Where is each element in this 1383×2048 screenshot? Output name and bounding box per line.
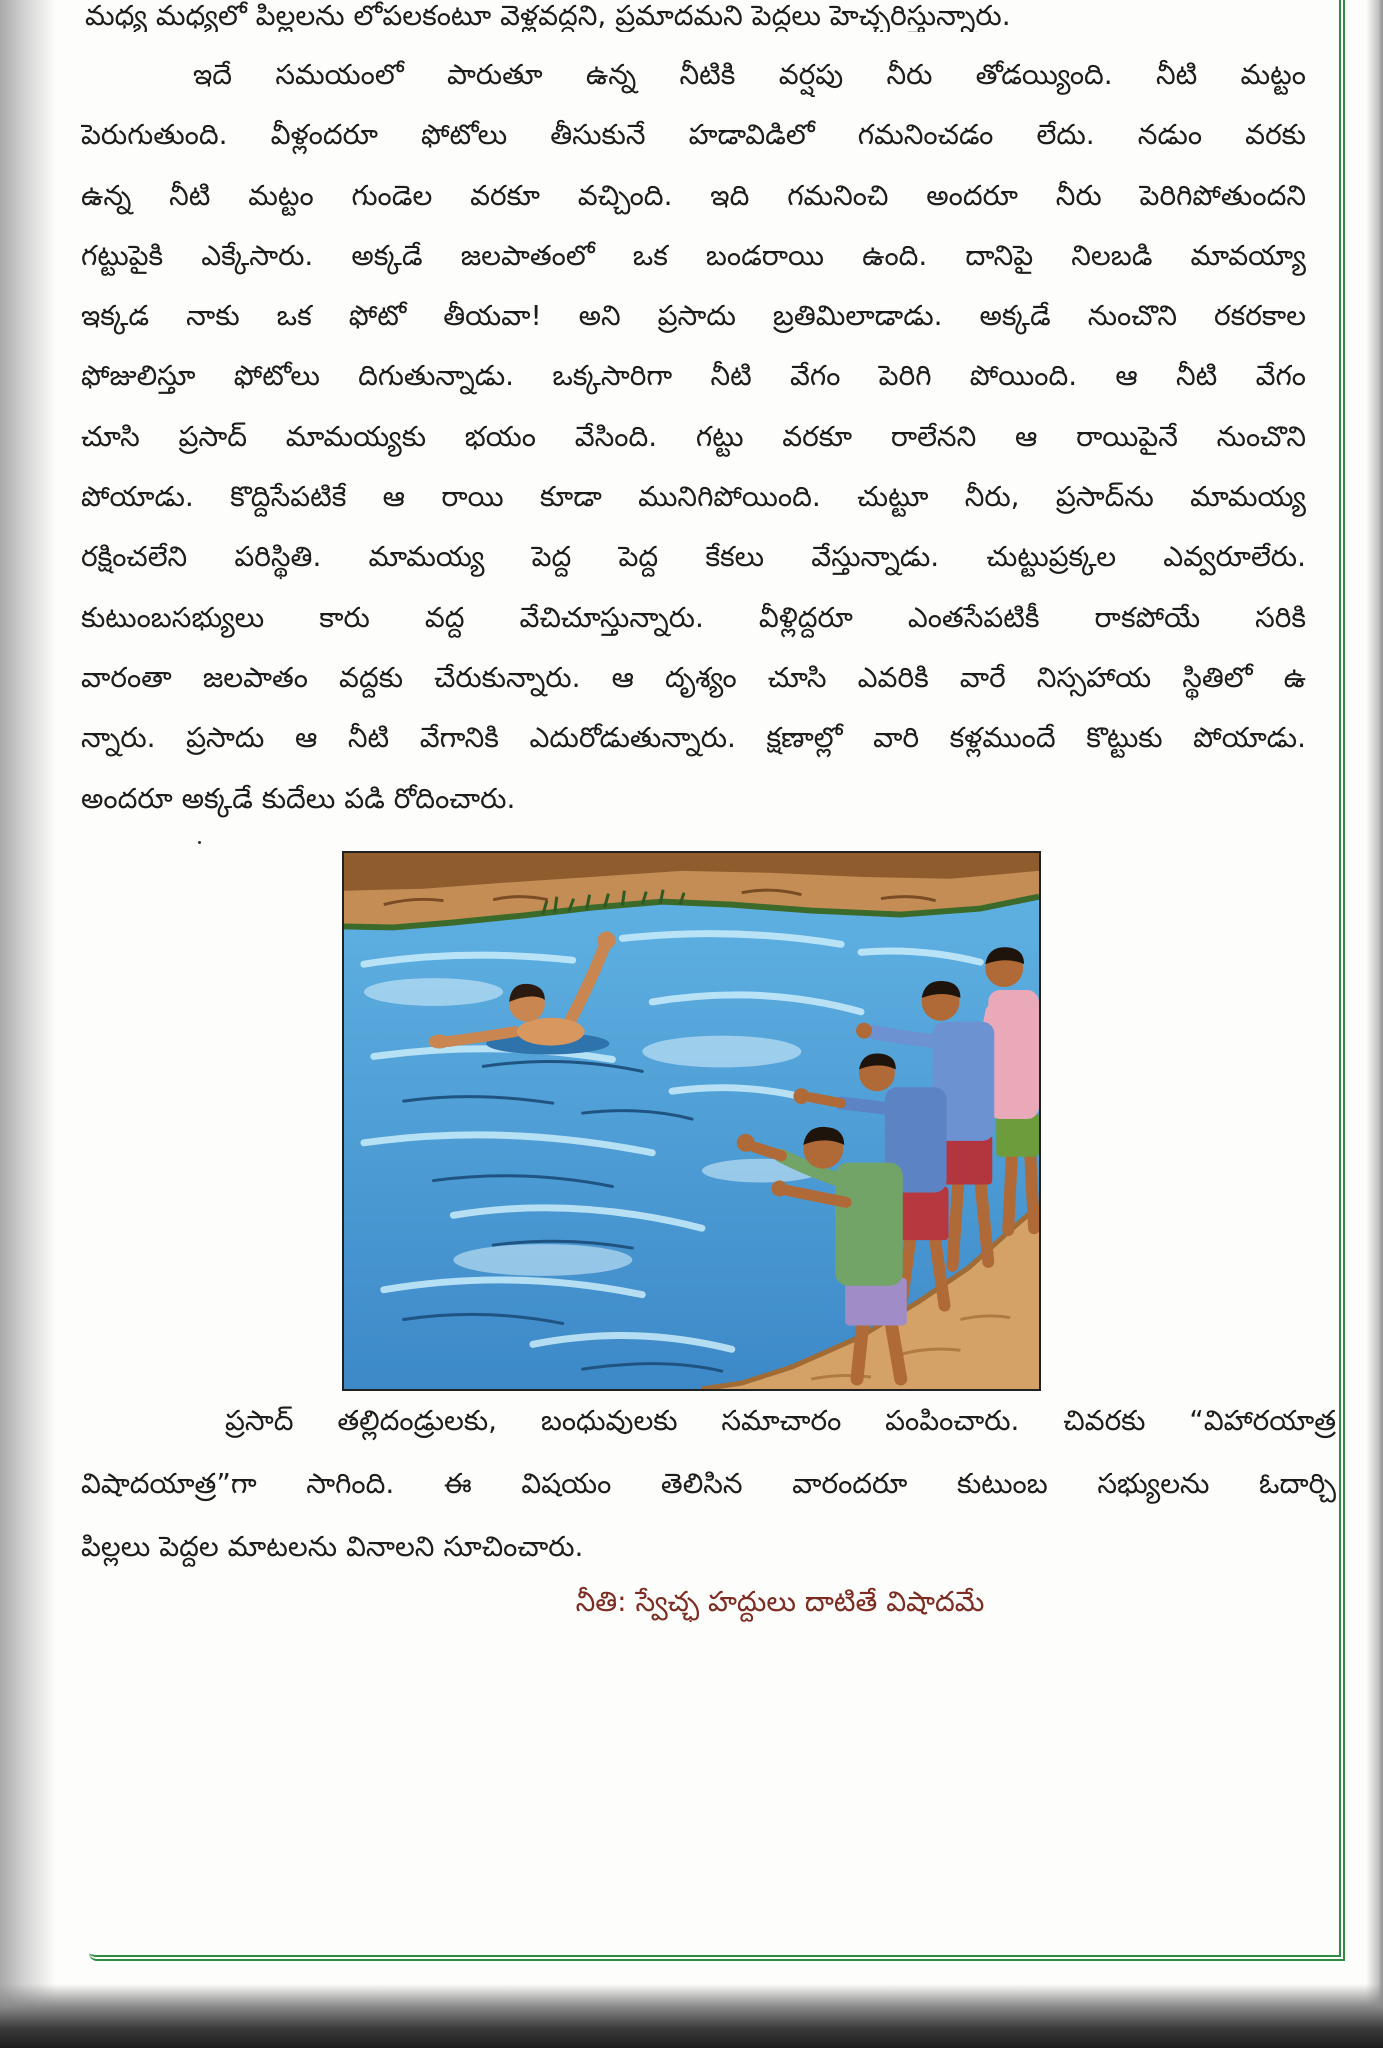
text-line: మధ్య మధ్యలో పిల్లలను లోపలకంటూ వెళ్లవద్దని, ప్రమాదమని పెద్దలు హెచ్చరిస్తున్నారు. (85, 0, 1011, 32)
child-shorts (941, 1135, 993, 1185)
text-line: ప్రసాద్ తల్లిదండ్రులకు, బంధువులకు సమాచారం పంపించారు. చివరకు “విహారయాత్ర (225, 1404, 1336, 1437)
text-line: అందరూ అక్కడే కుదేలు పడి రోదించారు. (81, 781, 516, 815)
scanner-bottom-shadow (0, 1984, 1383, 2048)
text-line: విషాదయాత్ర”గా సాగింది. ఈ విషయం తెలిసిన వారందరూ కుటుంబ సభ్యులను ఓదార్చి (81, 1467, 1336, 1500)
water-light-patch (453, 1244, 632, 1276)
text-line: ఉన్న నీటి మట్టం గుండెల వరకూ వచ్చింది. ఇది గమనించి అందరూ నీరు పెరిగిపోతుందని (81, 178, 1306, 212)
text-line: పెరుగుతుంది. వీళ్లందరూ ఫోటోలు తీసుకునే హడావిడిలో గమనించడం లేదు. నడుం వరకు (81, 118, 1306, 152)
text-line: రక్షించలేని పరిస్థితి. మామయ్య పెద్ద పెద్ద కేకలు వేస్తున్నాడు. చుట్టుప్రక్కల ఎవ్వరూలేరు. (81, 540, 1306, 574)
text-line: చూసి ప్రసాద్ మామయ్యకు భయం వేసింది. గట్టు వరకూ రాలేనని ఆ రాయిపైనే నుంచొని (81, 419, 1306, 453)
text-line: కుటుంబసభ్యులు కారు వద్ద వేచిచూస్తున్నారు. వీళ్లిద్దరూ ఎంతసేపటికీ రాకపోయే సరికి (81, 600, 1306, 634)
child-hand (856, 1023, 872, 1039)
child-forearm (809, 1097, 841, 1103)
text-line: పోయాడు. కొద్దిసేపటికే ఆ రాయి కూడా మునిగిపోయింది. చుట్టూ నీరు, ప్రసాద్‌ను మామయ్య (81, 480, 1306, 514)
child-arm (841, 1103, 891, 1109)
paragraph-2 (81, 45, 1306, 829)
water-light-patch (642, 1036, 801, 1068)
child-hand (772, 1181, 788, 1197)
scan-speck (198, 841, 201, 844)
right-edge-shadow (1366, 0, 1383, 2048)
moral-line: నీతి: స్వేచ్ఛ హద్దులు దాటితే విషాదమే (575, 1585, 985, 1618)
text-line: గట్టుపైకి ఎక్కేసారు. అక్కడే జలపాతంలో ఒక బండరాయి ఉంది. దానిపై నిలబడి మావయ్యా (81, 238, 1306, 272)
text-line: న్నారు. ప్రసాదు ఆ నీటి వేగానికి ఎదురోడుతున్నారు. క్షణాల్లో వారి కళ్లముందే కొట్టుకు పోయాడు. (81, 721, 1306, 755)
boy-shoulders (517, 1018, 585, 1046)
text-line: ఫోజులిస్తూ ఫోటోలు దిగుతున్నాడు. ఒక్కసారిగా నీటి వేగం పెరిగి పోయింది. ఆ నీటి వేగం (81, 359, 1306, 393)
boy-raised-hand (598, 931, 616, 949)
story-illustration (342, 851, 1041, 1391)
text-line: ఇదే సమయంలో పారుతూ ఉన్న నీటికి వర్షపు నీరు తోడయ్యింది. నీటి మట్టం (193, 58, 1306, 91)
text-line: ఇక్కడ నాకు ఒక ఫోటో తీయవా! అని ప్రసాదు బ్రతిమిలాడాడు. అక్కడే నుంచొని రకరకాల (81, 299, 1306, 333)
child-hand (737, 1134, 755, 1152)
top-line-block (85, 0, 1306, 32)
binding-shadow (0, 0, 56, 2048)
child-hand (793, 1088, 809, 1104)
river-scene (344, 853, 1039, 1389)
boy-outstretched-hand (429, 1035, 451, 1049)
water-light-patch (364, 978, 503, 1006)
child-shorts (996, 1113, 1039, 1157)
text-line: పిల్లలు పెద్దల మాటలను వినాలని సూచించారు. (81, 1530, 584, 1563)
text-line: వారంతా జలపాతం వద్దకు చేరుకున్నారు. ఆ దృశ్యం చూసి ఎవరికి వారే నిస్సహాయ స్థితిలో ఉ (81, 660, 1306, 694)
paragraph-3 (81, 1389, 1336, 1578)
